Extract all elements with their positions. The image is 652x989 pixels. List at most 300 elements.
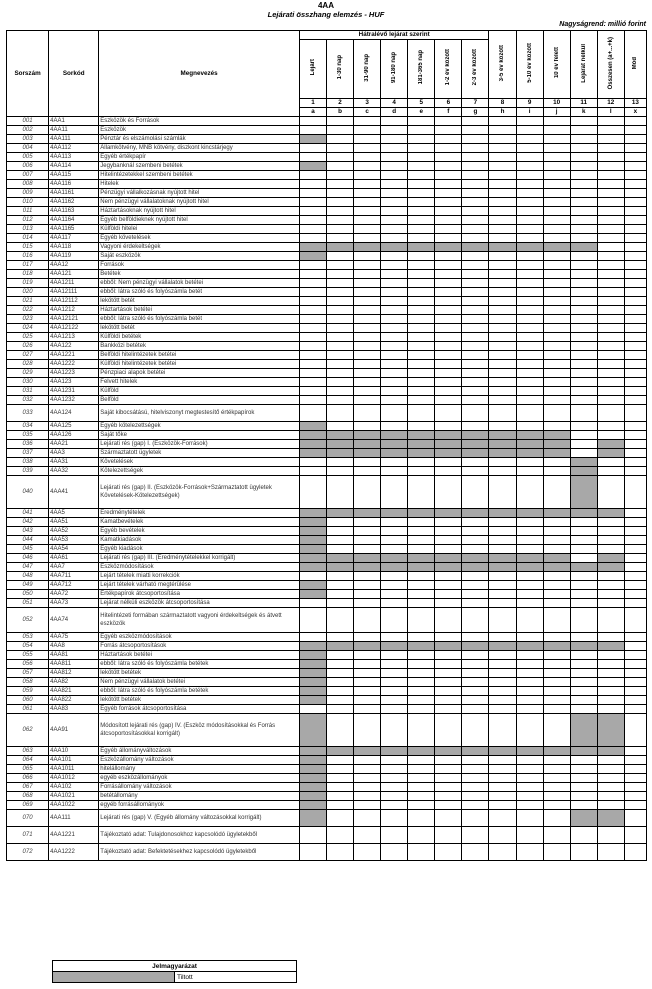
row-number: 040 bbox=[7, 476, 49, 509]
value-cell bbox=[570, 351, 597, 360]
value-cell bbox=[354, 765, 381, 774]
value-cell bbox=[381, 774, 408, 783]
value-cell bbox=[516, 476, 543, 509]
value-cell bbox=[354, 756, 381, 765]
value-cell bbox=[435, 234, 462, 243]
value-cell bbox=[435, 135, 462, 144]
value-cell bbox=[624, 669, 646, 678]
col-letter: g bbox=[462, 108, 489, 117]
value-cell bbox=[408, 633, 435, 642]
value-cell bbox=[381, 509, 408, 518]
value-cell bbox=[354, 581, 381, 590]
value-cell bbox=[570, 279, 597, 288]
row-name: Egyéb eszközmódosítások bbox=[99, 633, 300, 642]
value-cell bbox=[354, 180, 381, 189]
value-cell bbox=[489, 714, 516, 747]
value-cell bbox=[435, 669, 462, 678]
row-code: 4AA1162 bbox=[49, 198, 99, 207]
table-row bbox=[7, 369, 647, 378]
value-cell bbox=[299, 642, 326, 651]
value-cell bbox=[624, 449, 646, 458]
value-cell bbox=[489, 705, 516, 714]
value-cell bbox=[516, 369, 543, 378]
col-bucket-12 bbox=[597, 31, 624, 99]
value-cell bbox=[354, 252, 381, 261]
value-cell bbox=[597, 660, 624, 669]
value-cell bbox=[570, 171, 597, 180]
value-cell bbox=[489, 449, 516, 458]
row-name: ebből: látra szóló és folyószámla betét bbox=[99, 288, 300, 297]
row-code: 4AA1 bbox=[49, 117, 99, 126]
row-name: Egyéb követelések bbox=[99, 234, 300, 243]
value-cell bbox=[326, 792, 353, 801]
value-cell bbox=[435, 225, 462, 234]
value-cell bbox=[516, 509, 543, 518]
value-cell bbox=[381, 756, 408, 765]
value-cell bbox=[570, 467, 597, 476]
value-cell bbox=[299, 608, 326, 633]
value-cell bbox=[516, 288, 543, 297]
col-bucket-label: Mód bbox=[632, 56, 639, 70]
value-cell bbox=[435, 678, 462, 687]
value-cell bbox=[381, 810, 408, 827]
table-row bbox=[7, 705, 647, 714]
value-cell bbox=[408, 153, 435, 162]
value-cell bbox=[597, 581, 624, 590]
value-cell bbox=[489, 333, 516, 342]
value-cell bbox=[462, 144, 489, 153]
value-cell bbox=[489, 599, 516, 608]
table-row bbox=[7, 678, 647, 687]
value-cell bbox=[435, 476, 462, 509]
value-cell bbox=[354, 467, 381, 476]
value-cell bbox=[326, 387, 353, 396]
table-row bbox=[7, 687, 647, 696]
value-cell bbox=[381, 660, 408, 669]
value-cell bbox=[299, 783, 326, 792]
value-cell bbox=[516, 696, 543, 705]
value-cell bbox=[516, 545, 543, 554]
value-cell bbox=[326, 171, 353, 180]
row-name: Betétek bbox=[99, 270, 300, 279]
value-cell bbox=[354, 449, 381, 458]
value-cell bbox=[326, 590, 353, 599]
table-row bbox=[7, 333, 647, 342]
value-cell bbox=[435, 126, 462, 135]
value-cell bbox=[381, 216, 408, 225]
value-cell bbox=[381, 279, 408, 288]
value-cell bbox=[381, 405, 408, 422]
value-cell bbox=[462, 216, 489, 225]
value-cell bbox=[570, 288, 597, 297]
row-number: 057 bbox=[7, 669, 49, 678]
row-name: Források bbox=[99, 261, 300, 270]
value-cell bbox=[381, 633, 408, 642]
value-cell bbox=[381, 162, 408, 171]
col-bucket-3 bbox=[354, 40, 381, 99]
value-cell bbox=[462, 171, 489, 180]
row-name: Eszközök bbox=[99, 126, 300, 135]
value-cell bbox=[489, 792, 516, 801]
row-code: 4AA1223 bbox=[49, 369, 99, 378]
value-cell bbox=[435, 180, 462, 189]
value-cell bbox=[489, 810, 516, 827]
value-cell bbox=[543, 252, 570, 261]
value-cell bbox=[597, 608, 624, 633]
row-name: Egyéb állományváltozások bbox=[99, 747, 300, 756]
value-cell bbox=[489, 467, 516, 476]
value-cell bbox=[597, 518, 624, 527]
value-cell bbox=[299, 714, 326, 747]
value-cell bbox=[299, 207, 326, 216]
value-cell bbox=[381, 687, 408, 696]
value-cell bbox=[597, 360, 624, 369]
row-code: 4AA1211 bbox=[49, 279, 99, 288]
row-name: ebből: Nem pénzügyi vállalatok betétei bbox=[99, 279, 300, 288]
value-cell bbox=[299, 765, 326, 774]
row-number: 009 bbox=[7, 189, 49, 198]
value-cell bbox=[299, 633, 326, 642]
value-cell bbox=[435, 518, 462, 527]
value-cell bbox=[624, 126, 646, 135]
row-name: Egyéb bevételek bbox=[99, 527, 300, 536]
value-cell bbox=[381, 844, 408, 861]
value-cell bbox=[570, 714, 597, 747]
value-cell bbox=[570, 783, 597, 792]
value-cell bbox=[462, 405, 489, 422]
row-name: Felvett hitelek bbox=[99, 378, 300, 387]
value-cell bbox=[408, 669, 435, 678]
value-cell bbox=[597, 696, 624, 705]
value-cell bbox=[299, 279, 326, 288]
value-cell bbox=[543, 449, 570, 458]
row-number: 066 bbox=[7, 774, 49, 783]
value-cell bbox=[354, 126, 381, 135]
value-cell bbox=[299, 153, 326, 162]
value-cell bbox=[543, 396, 570, 405]
value-cell bbox=[462, 333, 489, 342]
col-bucket-7 bbox=[462, 40, 489, 99]
value-cell bbox=[462, 705, 489, 714]
value-cell bbox=[435, 774, 462, 783]
value-cell bbox=[326, 216, 353, 225]
value-cell bbox=[543, 608, 570, 633]
value-cell bbox=[354, 234, 381, 243]
table-row bbox=[7, 360, 647, 369]
value-cell bbox=[326, 642, 353, 651]
value-cell bbox=[543, 651, 570, 660]
row-code: 4AA1011 bbox=[49, 765, 99, 774]
value-cell bbox=[299, 669, 326, 678]
value-cell bbox=[462, 297, 489, 306]
value-cell bbox=[570, 153, 597, 162]
value-cell bbox=[462, 660, 489, 669]
row-name: betétállomány bbox=[99, 792, 300, 801]
value-cell bbox=[354, 563, 381, 572]
value-cell bbox=[326, 378, 353, 387]
value-cell bbox=[299, 774, 326, 783]
value-cell bbox=[326, 261, 353, 270]
row-number: 016 bbox=[7, 252, 49, 261]
value-cell bbox=[408, 554, 435, 563]
value-cell bbox=[299, 458, 326, 467]
value-cell bbox=[435, 207, 462, 216]
row-code: 4AA821 bbox=[49, 687, 99, 696]
value-cell bbox=[570, 144, 597, 153]
row-code: 4AA1212 bbox=[49, 306, 99, 315]
value-cell bbox=[381, 545, 408, 554]
value-cell bbox=[543, 162, 570, 171]
value-cell bbox=[354, 669, 381, 678]
col-letter: i bbox=[516, 108, 543, 117]
value-cell bbox=[516, 827, 543, 844]
value-cell bbox=[326, 422, 353, 431]
row-number: 042 bbox=[7, 518, 49, 527]
value-cell bbox=[354, 431, 381, 440]
value-cell bbox=[435, 153, 462, 162]
value-cell bbox=[381, 678, 408, 687]
row-number: 034 bbox=[7, 422, 49, 431]
value-cell bbox=[624, 660, 646, 669]
value-cell bbox=[570, 261, 597, 270]
value-cell bbox=[381, 135, 408, 144]
table-row bbox=[7, 476, 647, 509]
value-cell bbox=[299, 660, 326, 669]
value-cell bbox=[326, 117, 353, 126]
value-cell bbox=[516, 144, 543, 153]
value-cell bbox=[435, 324, 462, 333]
row-name: Nem pénzügyi vállalatok betétei bbox=[99, 678, 300, 687]
row-name: lekötött betétek bbox=[99, 696, 300, 705]
value-cell bbox=[489, 369, 516, 378]
value-cell bbox=[462, 545, 489, 554]
value-cell bbox=[462, 608, 489, 633]
value-cell bbox=[489, 342, 516, 351]
value-cell bbox=[435, 252, 462, 261]
value-cell bbox=[516, 162, 543, 171]
value-cell bbox=[597, 801, 624, 810]
value-cell bbox=[299, 261, 326, 270]
value-cell bbox=[326, 449, 353, 458]
value-cell bbox=[543, 225, 570, 234]
value-cell bbox=[489, 135, 516, 144]
value-cell bbox=[435, 405, 462, 422]
value-cell bbox=[597, 288, 624, 297]
value-cell bbox=[462, 563, 489, 572]
value-cell bbox=[624, 270, 646, 279]
table-row bbox=[7, 153, 647, 162]
row-code: 4AA114 bbox=[49, 162, 99, 171]
value-cell bbox=[489, 590, 516, 599]
value-cell bbox=[435, 651, 462, 660]
value-cell bbox=[570, 324, 597, 333]
value-cell bbox=[489, 572, 516, 581]
row-name: Külföldi betétek bbox=[99, 333, 300, 342]
row-number: 001 bbox=[7, 117, 49, 126]
value-cell bbox=[543, 378, 570, 387]
value-cell bbox=[381, 153, 408, 162]
value-cell bbox=[435, 396, 462, 405]
value-cell bbox=[408, 288, 435, 297]
value-cell bbox=[462, 198, 489, 207]
value-cell bbox=[326, 288, 353, 297]
row-code: 4AA54 bbox=[49, 545, 99, 554]
col-group-maturity: Hátralévő lejárat szerint bbox=[299, 31, 489, 40]
value-cell bbox=[435, 696, 462, 705]
value-cell bbox=[624, 234, 646, 243]
row-number: 053 bbox=[7, 633, 49, 642]
value-cell bbox=[408, 369, 435, 378]
value-cell bbox=[597, 747, 624, 756]
value-cell bbox=[435, 545, 462, 554]
value-cell bbox=[381, 705, 408, 714]
table-row bbox=[7, 144, 647, 153]
value-cell bbox=[624, 590, 646, 599]
value-cell bbox=[435, 563, 462, 572]
row-number: 017 bbox=[7, 261, 49, 270]
table-row bbox=[7, 608, 647, 633]
table-row bbox=[7, 467, 647, 476]
row-name: Lejárt tételek várható megtérülése bbox=[99, 581, 300, 590]
row-code: 4AA73 bbox=[49, 599, 99, 608]
row-number: 045 bbox=[7, 545, 49, 554]
value-cell bbox=[570, 135, 597, 144]
value-cell bbox=[516, 333, 543, 342]
value-cell bbox=[624, 518, 646, 527]
value-cell bbox=[435, 467, 462, 476]
row-number: 047 bbox=[7, 563, 49, 572]
value-cell bbox=[570, 189, 597, 198]
row-number: 025 bbox=[7, 333, 49, 342]
value-cell bbox=[381, 360, 408, 369]
value-cell bbox=[570, 180, 597, 189]
value-cell bbox=[543, 153, 570, 162]
value-cell bbox=[354, 360, 381, 369]
value-cell bbox=[408, 333, 435, 342]
value-cell bbox=[435, 536, 462, 545]
row-number: 067 bbox=[7, 783, 49, 792]
value-cell bbox=[326, 324, 353, 333]
value-cell bbox=[381, 527, 408, 536]
maturity-table bbox=[6, 30, 647, 861]
value-cell bbox=[299, 747, 326, 756]
value-cell bbox=[489, 153, 516, 162]
row-name: Hitelintézeti formában származtatott vagyoni érdekeltségek és átvett eszközök bbox=[99, 608, 300, 633]
value-cell bbox=[543, 756, 570, 765]
value-cell bbox=[543, 783, 570, 792]
value-cell bbox=[299, 509, 326, 518]
value-cell bbox=[543, 563, 570, 572]
value-cell bbox=[299, 315, 326, 324]
value-cell bbox=[570, 599, 597, 608]
table-row bbox=[7, 351, 647, 360]
row-code: 4AA102 bbox=[49, 783, 99, 792]
value-cell bbox=[516, 189, 543, 198]
value-cell bbox=[408, 810, 435, 827]
value-cell bbox=[624, 509, 646, 518]
value-cell bbox=[408, 572, 435, 581]
row-number: 050 bbox=[7, 590, 49, 599]
row-name: hitelállomány bbox=[99, 765, 300, 774]
value-cell bbox=[299, 117, 326, 126]
col-bucket-11 bbox=[570, 31, 597, 99]
value-cell bbox=[570, 545, 597, 554]
value-cell bbox=[326, 536, 353, 545]
row-number: 023 bbox=[7, 315, 49, 324]
value-cell bbox=[299, 270, 326, 279]
value-cell bbox=[597, 387, 624, 396]
value-cell bbox=[354, 351, 381, 360]
value-cell bbox=[435, 243, 462, 252]
value-cell bbox=[543, 774, 570, 783]
value-cell bbox=[543, 827, 570, 844]
value-cell bbox=[570, 642, 597, 651]
value-cell bbox=[597, 527, 624, 536]
value-cell bbox=[381, 792, 408, 801]
value-cell bbox=[354, 687, 381, 696]
row-name: Nem pénzügyi vállalatoknak nyújtott hitel bbox=[99, 198, 300, 207]
value-cell bbox=[381, 422, 408, 431]
value-cell bbox=[381, 126, 408, 135]
value-cell bbox=[408, 590, 435, 599]
value-cell bbox=[354, 642, 381, 651]
value-cell bbox=[624, 687, 646, 696]
table-row bbox=[7, 581, 647, 590]
value-cell bbox=[462, 440, 489, 449]
value-cell bbox=[381, 117, 408, 126]
value-cell bbox=[354, 216, 381, 225]
value-cell bbox=[516, 536, 543, 545]
value-cell bbox=[326, 518, 353, 527]
value-cell bbox=[326, 162, 353, 171]
value-cell bbox=[624, 747, 646, 756]
row-code: 4AA1165 bbox=[49, 225, 99, 234]
value-cell bbox=[381, 476, 408, 509]
value-cell bbox=[462, 288, 489, 297]
table-row bbox=[7, 827, 647, 844]
value-cell bbox=[489, 315, 516, 324]
value-cell bbox=[570, 554, 597, 563]
value-cell bbox=[543, 261, 570, 270]
value-cell bbox=[516, 126, 543, 135]
value-cell bbox=[462, 810, 489, 827]
value-cell bbox=[570, 198, 597, 207]
value-cell bbox=[570, 518, 597, 527]
row-name: Lejárati rés (gap) I. (Eszközök-Források) bbox=[99, 440, 300, 449]
value-cell bbox=[354, 783, 381, 792]
value-cell bbox=[516, 225, 543, 234]
value-cell bbox=[435, 801, 462, 810]
value-cell bbox=[570, 827, 597, 844]
table-row bbox=[7, 554, 647, 563]
value-cell bbox=[354, 117, 381, 126]
row-number: 058 bbox=[7, 678, 49, 687]
col-number: 11 bbox=[570, 99, 597, 108]
value-cell bbox=[597, 270, 624, 279]
value-cell bbox=[381, 608, 408, 633]
row-name: Háztartások betétei bbox=[99, 651, 300, 660]
value-cell bbox=[570, 207, 597, 216]
value-cell bbox=[381, 270, 408, 279]
value-cell bbox=[381, 590, 408, 599]
value-cell bbox=[462, 467, 489, 476]
row-code: 4AA113 bbox=[49, 153, 99, 162]
value-cell bbox=[489, 696, 516, 705]
value-cell bbox=[570, 590, 597, 599]
value-cell bbox=[462, 261, 489, 270]
value-cell bbox=[543, 590, 570, 599]
row-number: 044 bbox=[7, 536, 49, 545]
